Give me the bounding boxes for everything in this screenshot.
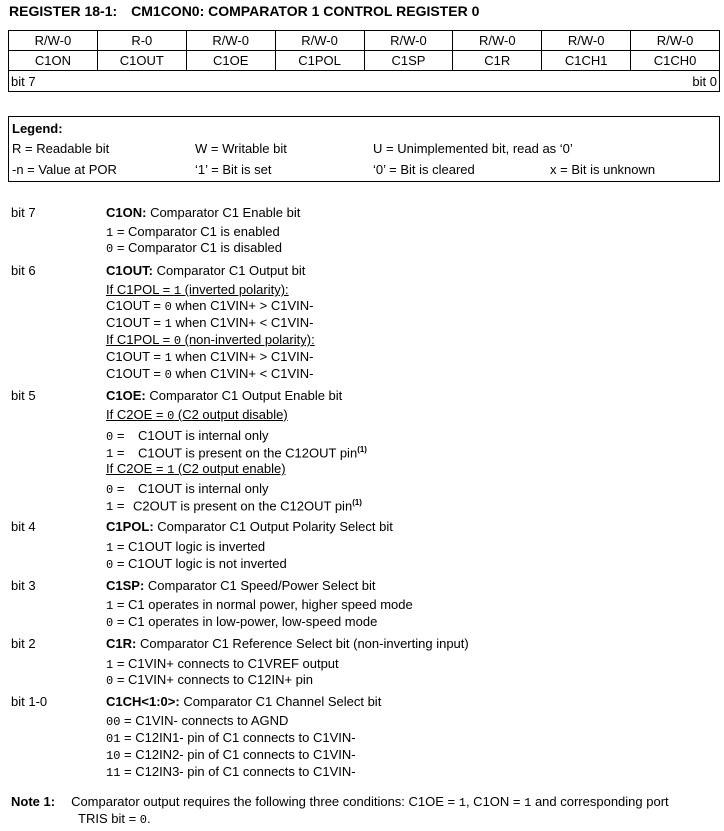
option-value: 0 — [106, 558, 114, 572]
footnote-text: . — [146, 811, 151, 826]
bit2-name: C1R: — [106, 636, 137, 651]
bit2-heading — [106, 636, 469, 651]
option-value: 00 — [106, 715, 121, 729]
condition-text: If C2OE = — [106, 461, 168, 476]
access-cell: R/W-0 — [542, 31, 631, 51]
bit-name-cell: C1CH0 — [631, 51, 720, 71]
option-text: C1OUT = — [106, 349, 165, 364]
condition-text: (C2 output disable) — [174, 407, 288, 422]
access-cell: R/W-0 — [186, 31, 275, 51]
bit5-condition — [106, 461, 286, 477]
bit5-heading — [106, 388, 342, 403]
bit6-option — [106, 298, 313, 314]
option-equals: = — [113, 481, 125, 496]
option-value: 0 — [164, 300, 172, 314]
option-text: = C12IN2- pin of C1 connects to C1VIN- — [120, 747, 356, 762]
bit-name-cell: C1CH1 — [542, 51, 631, 71]
bit6-option — [106, 349, 313, 365]
bit4-desc: Comparator C1 Output Polarity Select bit — [153, 519, 393, 534]
condition-text: (inverted polarity): — [181, 282, 289, 297]
access-cell: R/W-0 — [275, 31, 364, 51]
access-cell: R/W-0 — [364, 31, 453, 51]
register-number: REGISTER 18-1: — [9, 3, 118, 19]
bit5-label: bit 5 — [11, 388, 36, 403]
bit4-label: bit 4 — [11, 519, 36, 534]
bit-lsb-label: bit 0 — [692, 74, 717, 89]
option-text: = C1VIN- connects to AGND — [120, 713, 289, 728]
legend-box — [8, 116, 720, 182]
option-value: 0 — [106, 430, 114, 444]
option-text: = C1OUT logic is inverted — [113, 539, 266, 554]
bit7-desc: Comparator C1 Enable bit — [146, 205, 301, 220]
bit-range-row — [8, 71, 720, 92]
footnote — [11, 794, 669, 810]
option-value: 10 — [106, 749, 121, 763]
name-row — [9, 51, 720, 71]
bit3-desc: Comparator C1 Speed/Power Select bit — [144, 578, 376, 593]
legend-unimplemented: U = Unimplemented bit, read as ‘0’ — [373, 141, 573, 156]
bit2-option — [106, 656, 339, 672]
option-text: C1OUT is present on the C12OUT pin — [138, 445, 358, 461]
option-text: C1OUT = — [106, 366, 165, 381]
option-value: 1 — [106, 541, 114, 555]
footnote-text: and corresponding port — [531, 794, 669, 809]
bit6-condition — [106, 282, 289, 298]
bit3-option — [106, 597, 413, 613]
legend-cleared: ‘0’ = Bit is cleared — [373, 162, 475, 177]
legend-readable: R = Readable bit — [12, 141, 110, 156]
bit10-name: C1CH<1:0>: — [106, 694, 180, 709]
bit4-option — [106, 539, 265, 555]
bit4-heading — [106, 519, 393, 534]
footnote-label: Note 1: — [11, 794, 56, 809]
bit2-option — [106, 672, 313, 688]
bit5-option — [106, 498, 124, 514]
option-text: when C1VIN+ > C1VIN- — [171, 349, 314, 364]
option-text: C1OUT = — [106, 315, 165, 330]
option-value: 1 — [106, 599, 114, 613]
register-name: CM1CON0: COMPARATOR 1 CONTROL REGISTER 0 — [131, 3, 480, 19]
bit6-name: C1OUT: — [106, 263, 153, 278]
bit7-option — [106, 224, 280, 240]
footnote-ref: (1) — [352, 498, 362, 507]
option-value: 1 — [164, 317, 172, 331]
option-text: = C1VIN+ connects to C1VREF output — [113, 656, 339, 671]
option-text: = C1OUT logic is not inverted — [113, 556, 287, 571]
bit7-option — [106, 240, 282, 256]
bit10-option — [106, 713, 288, 729]
option-text: = C1 operates in normal power, higher speed mode — [113, 597, 413, 612]
legend-por: -n = Value at POR — [12, 162, 117, 177]
footnote-text: TRIS bit = — [78, 811, 140, 826]
bit10-desc: Comparator C1 Channel Select bit — [179, 694, 382, 709]
bit5-name: C1OE: — [106, 388, 146, 403]
condition-text: If C1POL = — [106, 332, 174, 347]
option-text: = C1VIN+ connects to C12IN+ pin — [113, 672, 314, 687]
option-text: when C1VIN+ > C1VIN- — [171, 298, 314, 313]
option-equals: = — [113, 445, 125, 460]
option-value: 0 — [106, 616, 114, 630]
bit6-heading — [106, 263, 305, 278]
bit5-option — [106, 445, 124, 461]
bit5-desc: Comparator C1 Output Enable bit — [145, 388, 343, 403]
footnote-value: 1 — [524, 796, 532, 810]
condition-value: 0 — [173, 334, 182, 348]
option-text: = C12IN3- pin of C1 connects to C1VIN- — [120, 764, 356, 779]
bit2-desc: Comparator C1 Reference Select bit (non-inverting input) — [136, 636, 469, 651]
bit-msb-label: bit 7 — [11, 74, 36, 89]
bit7-option-value: 0 — [106, 242, 114, 256]
bit5-option — [106, 481, 124, 497]
access-row — [9, 31, 720, 51]
option-value: 1 — [164, 351, 172, 365]
bit6-condition — [106, 332, 315, 348]
legend-writable: W = Writable bit — [195, 141, 287, 156]
bit3-label: bit 3 — [11, 578, 36, 593]
option-value: 11 — [106, 766, 121, 780]
bit5-condition — [106, 407, 288, 423]
footnote-value: 0 — [139, 813, 147, 827]
condition-value: 1 — [173, 284, 182, 298]
bit5-option-text — [138, 445, 367, 460]
bit6-label: bit 6 — [11, 263, 36, 278]
bit2-label: bit 2 — [11, 636, 36, 651]
bit7-option-text: = Comparator C1 is enabled — [113, 224, 280, 239]
option-text: C2OUT is present on the C12OUT pin — [133, 498, 353, 514]
option-equals: = — [113, 428, 125, 443]
bit3-option — [106, 614, 377, 630]
option-text: when C1VIN+ < C1VIN- — [171, 315, 314, 330]
footnote-ref: (1) — [357, 445, 367, 454]
bit10-option — [106, 730, 356, 746]
bit10-option — [106, 747, 356, 763]
bit5-option — [106, 428, 124, 444]
bit6-option — [106, 315, 313, 331]
option-text: C1OUT = — [106, 298, 165, 313]
bit-name-cell: C1OUT — [97, 51, 186, 71]
bit10-label: bit 1-0 — [11, 694, 48, 709]
bit5-option-text: C1OUT is internal only — [138, 428, 269, 443]
bit4-name: C1POL: — [106, 519, 154, 534]
bit6-desc: Comparator C1 Output bit — [152, 263, 306, 278]
option-value: 0 — [106, 674, 114, 688]
bit7-label: bit 7 — [11, 205, 36, 220]
bit-name-cell: C1SP — [364, 51, 453, 71]
option-value: 1 — [106, 658, 114, 672]
bit5-option-text — [133, 498, 362, 513]
register-bit-table — [8, 30, 720, 71]
bit7-heading — [106, 205, 300, 220]
option-equals: = — [113, 498, 125, 513]
option-value: 0 — [164, 368, 172, 382]
bit7-option-value: 1 — [106, 226, 114, 240]
condition-text: If C1POL = — [106, 282, 174, 297]
footnote-value: 1 — [458, 796, 466, 810]
access-cell: R/W-0 — [631, 31, 720, 51]
condition-text: (non-inverted polarity): — [181, 332, 315, 347]
footnote-text: Comparator output requires the following three conditions: C1OE = — [71, 794, 459, 809]
bit7-option-text: = Comparator C1 is disabled — [113, 240, 282, 255]
access-cell: R/W-0 — [453, 31, 542, 51]
bit5-option-text: C1OUT is internal only — [138, 481, 269, 496]
access-cell: R-0 — [97, 31, 186, 51]
option-value: 1 — [106, 500, 114, 514]
bit6-option — [106, 366, 313, 382]
register-title — [9, 3, 479, 19]
footnote-text: , C1ON = — [465, 794, 525, 809]
bit10-heading — [106, 694, 381, 709]
bit3-heading — [106, 578, 376, 593]
access-cell: R/W-0 — [9, 31, 98, 51]
condition-value: 0 — [167, 409, 175, 423]
option-value: 1 — [106, 447, 114, 461]
legend-title: Legend: — [12, 121, 63, 136]
bit-name-cell: C1POL — [275, 51, 364, 71]
option-text: = C1 operates in low-power, low-speed mode — [113, 614, 378, 629]
bit-name-cell: C1OE — [186, 51, 275, 71]
option-text: = C12IN1- pin of C1 connects to C1VIN- — [120, 730, 356, 745]
condition-text: If C2OE = — [106, 407, 168, 422]
bit3-name: C1SP: — [106, 578, 145, 593]
bit7-name: C1ON: — [106, 205, 147, 220]
condition-text: (C2 output enable) — [174, 461, 286, 476]
option-value: 0 — [106, 483, 114, 497]
option-value: 01 — [106, 732, 121, 746]
condition-value: 1 — [167, 463, 175, 477]
legend-unknown: x = Bit is unknown — [550, 162, 656, 177]
bit4-option — [106, 556, 287, 572]
legend-set: ‘1’ = Bit is set — [195, 162, 272, 177]
option-text: when C1VIN+ < C1VIN- — [171, 366, 314, 381]
bit-name-cell: C1ON — [9, 51, 98, 71]
footnote-continued — [78, 811, 151, 827]
bit10-option — [106, 764, 356, 780]
bit-name-cell: C1R — [453, 51, 542, 71]
